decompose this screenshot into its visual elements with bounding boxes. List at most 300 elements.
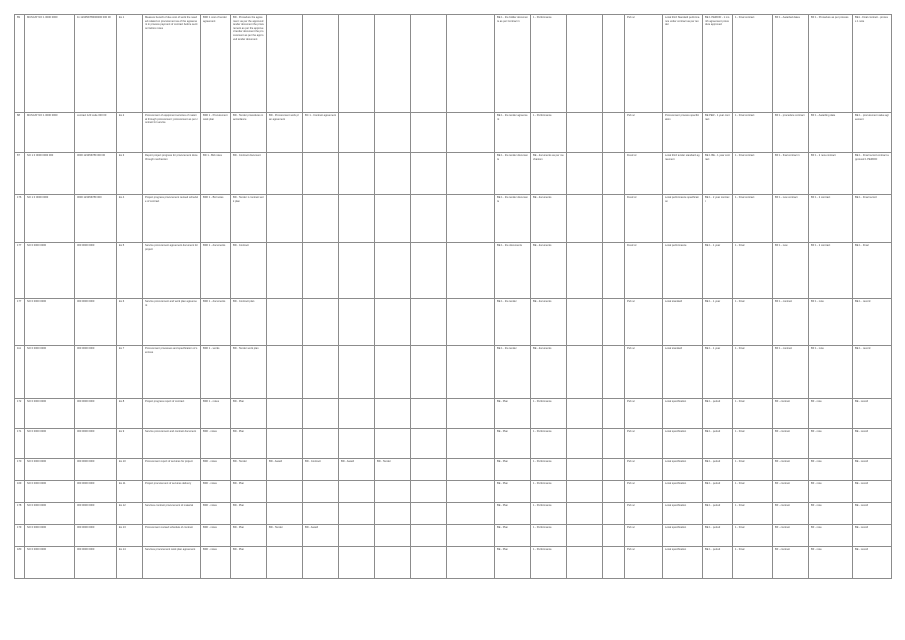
table-cell xyxy=(447,459,495,481)
table-cell: BE 1 - the documents xyxy=(495,243,531,299)
table-row xyxy=(15,429,892,459)
table-cell: EL 3 xyxy=(117,153,143,195)
table-cell xyxy=(339,503,375,525)
table-cell xyxy=(603,153,625,195)
spreadsheet-page xyxy=(14,14,891,626)
row-number-cell: 177 xyxy=(15,243,25,299)
table-cell: BD - Procurement work plan agreement xyxy=(267,113,303,153)
table-cell: BF 1 - Awarding date xyxy=(809,113,853,153)
table-cell: BE 1 - Final record contract approved 1 PERIOD xyxy=(853,153,892,195)
table-cell: Project progress report of contract xyxy=(143,399,201,429)
table-cell xyxy=(339,525,375,547)
table-row xyxy=(15,346,892,399)
table-cell: BE 1 - 1 year xyxy=(703,346,733,399)
table-cell: EL 4 xyxy=(117,195,143,243)
table-cell xyxy=(567,299,603,346)
table-cell: Local performance specification xyxy=(663,195,703,243)
table-cell xyxy=(447,113,495,153)
table-cell: Services procurement work plan agreement xyxy=(143,547,201,579)
table-cell: BC 1 - Contract agreement xyxy=(303,113,339,153)
table-cell: Service procurement agreement document for project xyxy=(143,243,201,299)
table-cell xyxy=(375,503,411,525)
table-cell: BE 1 - procurement value agreement xyxy=(853,113,892,153)
table-cell: BE 1 - period xyxy=(703,399,733,429)
table-cell: 1 - Performance xyxy=(531,547,567,579)
table-cell: BE 1 - period xyxy=(703,503,733,525)
table-cell: BD - Contract xyxy=(231,243,267,299)
table-cell: BD - Tender work plan xyxy=(231,346,267,399)
row-number-cell: 179 xyxy=(15,525,25,547)
table-cell xyxy=(267,299,303,346)
table-cell xyxy=(339,195,375,243)
table-cell xyxy=(267,481,303,503)
row-number-cell: 169 xyxy=(15,481,25,503)
table-cell xyxy=(447,299,495,346)
table-cell: 0000 123456789 000 00 xyxy=(75,153,117,195)
table-cell: BD - Tender xyxy=(231,459,267,481)
table-cell: Service procurement and work plan agreement xyxy=(143,299,201,346)
table-cell xyxy=(567,525,603,547)
row-number-cell: 171 xyxy=(15,429,25,459)
table-cell: 000 0000 0000 xyxy=(75,481,117,503)
table-cell: BE - Plan xyxy=(495,459,531,481)
table-cell xyxy=(447,525,495,547)
table-cell: BE - record xyxy=(853,503,892,525)
table-cell xyxy=(567,481,603,503)
table-cell: Local performance xyxy=(663,243,703,299)
table-cell: BE 1 - record xyxy=(853,346,892,399)
table-cell xyxy=(411,153,447,195)
table-cell xyxy=(447,503,495,525)
table-cell: Local specification xyxy=(663,481,703,503)
table-cell: EL 5 xyxy=(117,243,143,299)
table-cell: 1 - Final contract xyxy=(733,113,773,153)
table-cell: NO 0 0000 0000 xyxy=(25,481,75,503)
table-cell: Pub sc xyxy=(625,299,663,346)
table-cell: Pub sc xyxy=(625,547,663,579)
table-cell: BF 1 - Procedure as per process xyxy=(809,15,853,113)
table-cell: BF - contract xyxy=(773,399,809,429)
table-cell xyxy=(447,399,495,429)
table-cell xyxy=(603,525,625,547)
table-row xyxy=(15,503,892,525)
table-cell: BE 1 BE - 1 year contract xyxy=(703,153,733,195)
table-cell xyxy=(567,195,603,243)
table-cell xyxy=(567,346,603,399)
table-cell: BDF 1 - Procurement work plan xyxy=(201,113,231,153)
table-cell: 1 - Final contract xyxy=(733,195,773,243)
table-cell: BD - Plan xyxy=(231,547,267,579)
table-cell xyxy=(411,399,447,429)
table-cell: NO 0 0000 0000 xyxy=(25,459,75,481)
table-cell: Local specification xyxy=(663,429,703,459)
table-cell: BF - note xyxy=(809,481,853,503)
row-number-cell: 176 xyxy=(15,195,25,243)
table-cell xyxy=(303,346,339,399)
table-row xyxy=(15,547,892,579)
table-cell: BF 1 - note xyxy=(809,346,853,399)
table-row xyxy=(15,113,892,153)
table-cell: EL 2 xyxy=(117,113,143,153)
table-cell: BD - Plan xyxy=(231,525,267,547)
table-cell: BDF - notes xyxy=(201,481,231,503)
table-cell: Local specification xyxy=(663,547,703,579)
table-cell: 1 - Final xyxy=(733,399,773,429)
table-cell: BE 1 - 1 year xyxy=(703,243,733,299)
row-number-cell: 87 xyxy=(15,153,25,195)
table-cell: 1 - Performance xyxy=(531,15,567,113)
table-cell xyxy=(447,153,495,195)
table-cell xyxy=(339,113,375,153)
table-cell xyxy=(375,525,411,547)
table-cell xyxy=(375,481,411,503)
row-number-cell: 88 xyxy=(15,113,25,153)
table-cell: Local third Standard performance under contract as per tender xyxy=(663,15,703,113)
table-cell: BD - Procedure the agreement: as per the approved tender document the procurement as per the approved tender document the procurement as per the approved tender document xyxy=(231,15,267,113)
table-cell xyxy=(603,503,625,525)
table-cell xyxy=(267,15,303,113)
table-cell xyxy=(567,547,603,579)
table-cell xyxy=(411,113,447,153)
table-cell: BE 1 - Final record xyxy=(853,195,892,243)
table-row xyxy=(15,525,892,547)
table-cell: BE 1 - the tender agreement xyxy=(495,113,531,153)
table-cell: Local standard xyxy=(663,346,703,399)
table-cell: BE - record xyxy=(853,399,892,429)
table-cell: Pub sc xyxy=(625,503,663,525)
table-cell: BD - Plan xyxy=(231,481,267,503)
table-cell: BF 1 - contract xyxy=(773,346,809,399)
table-cell xyxy=(447,243,495,299)
table-cell: 1 - Final xyxy=(733,243,773,299)
row-number-cell: 177 xyxy=(15,299,25,346)
table-cell: 000 0000 0000 xyxy=(75,243,117,299)
table-cell xyxy=(567,153,603,195)
table-cell xyxy=(375,15,411,113)
table-cell: BF 1 - note xyxy=(809,299,853,346)
table-cell xyxy=(567,113,603,153)
table-cell: BF 1 - Awarded dates xyxy=(773,15,809,113)
table-cell: Pub sc xyxy=(625,459,663,481)
table-cell: Procurement process specification xyxy=(663,113,703,153)
table-cell xyxy=(339,547,375,579)
table-cell: EL 1 xyxy=(117,15,143,113)
table-cell: MUSCAT NO 1 0000 0000 xyxy=(25,15,75,113)
table-row xyxy=(15,15,892,113)
data-table xyxy=(14,14,892,579)
table-cell xyxy=(339,243,375,299)
table-cell xyxy=(267,429,303,459)
table-cell: BD - Tender xyxy=(375,459,411,481)
table-cell: EL 14 xyxy=(117,547,143,579)
table-cell: BF 1 - procedure contract xyxy=(773,113,809,153)
table-cell: BE - record xyxy=(853,459,892,481)
table-cell xyxy=(303,195,339,243)
table-cell xyxy=(303,153,339,195)
table-cell xyxy=(447,547,495,579)
table-cell xyxy=(375,547,411,579)
table-cell xyxy=(303,243,339,299)
table-cell xyxy=(447,481,495,503)
table-cell: Local specification xyxy=(663,525,703,547)
table-cell xyxy=(567,429,603,459)
table-cell: BF - note xyxy=(809,525,853,547)
table-cell: Fixed cc xyxy=(625,195,663,243)
table-cell: NO 0 0000 0000 xyxy=(25,299,75,346)
table-cell: BE 1 - period xyxy=(703,525,733,547)
table-cell xyxy=(411,481,447,503)
table-cell: 1 - Performance xyxy=(531,481,567,503)
table-cell: BF - contract xyxy=(773,525,809,547)
table-cell: 1 - Performance xyxy=(531,525,567,547)
table-cell: 000 0000 0000 xyxy=(75,399,117,429)
table-cell xyxy=(567,503,603,525)
table-row xyxy=(15,459,892,481)
table-cell: BE - Plan xyxy=(495,503,531,525)
table-cell: BF - note xyxy=(809,399,853,429)
table-cell xyxy=(447,195,495,243)
table-cell: Services contract procurement of material xyxy=(143,503,201,525)
table-cell xyxy=(267,547,303,579)
table-cell: BE PER - 1 year contract xyxy=(703,113,733,153)
table-cell: BE 1 - Final xyxy=(853,243,892,299)
table-cell: BD - Plan xyxy=(231,429,267,459)
table-cell: Local specification xyxy=(663,503,703,525)
table-row xyxy=(15,299,892,346)
table-cell: BD - Tender procedures in accordance xyxy=(231,113,267,153)
table-cell xyxy=(411,547,447,579)
table-cell: 000 0000 0000 xyxy=(75,299,117,346)
table-cell: BDF - notes xyxy=(201,503,231,525)
table-cell: 1 - Final xyxy=(733,429,773,459)
table-cell: 1 - Performance xyxy=(531,503,567,525)
table-cell: BE 1 - the tender xyxy=(495,346,531,399)
table-cell xyxy=(375,429,411,459)
table-cell: BF 1 - new contract xyxy=(773,195,809,243)
table-cell: BDF 1 - works xyxy=(201,346,231,399)
table-cell xyxy=(411,299,447,346)
table-cell xyxy=(375,195,411,243)
table-cell: BF 1 - 2 contract xyxy=(809,195,853,243)
table-cell: Service procurement and contract document xyxy=(143,429,201,459)
table-row xyxy=(15,195,892,243)
table-cell: BD - Contract plan xyxy=(231,299,267,346)
table-cell xyxy=(303,299,339,346)
table-cell: BF - note xyxy=(809,429,853,459)
table-cell: BE 1 - the tender documents xyxy=(495,153,531,195)
table-cell: EL 6 xyxy=(117,299,143,346)
table-cell xyxy=(603,399,625,429)
table-cell: 1 - Final xyxy=(733,459,773,481)
table-cell xyxy=(567,15,603,113)
table-cell xyxy=(411,346,447,399)
table-cell xyxy=(303,429,339,459)
table-cell: 11 123456789000000 000 00 xyxy=(75,15,117,113)
table-cell: BE - record xyxy=(853,525,892,547)
table-cell: 1 - Performance xyxy=(531,113,567,153)
table-cell: 1 - Final contract xyxy=(733,15,773,113)
table-row xyxy=(15,153,892,195)
table-cell: BE 1 PERIOD - 1 month agreement procedure approved xyxy=(703,15,733,113)
table-cell: 1 - Final contract xyxy=(733,153,773,195)
table-cell: Procurement revised schedule of contract xyxy=(143,525,201,547)
table-cell xyxy=(411,525,447,547)
table-cell: BDF - notes xyxy=(201,525,231,547)
table-cell: BE - record xyxy=(853,547,892,579)
table-cell: 1 - Final xyxy=(733,525,773,547)
table-cell xyxy=(303,481,339,503)
table-cell xyxy=(567,399,603,429)
table-cell: BE 1 - period xyxy=(703,429,733,459)
table-cell: BD - Plan xyxy=(231,503,267,525)
table-cell: Pub sc xyxy=(625,113,663,153)
table-cell: 1 - Final xyxy=(733,503,773,525)
table-cell: NO 0 0000 0000 xyxy=(25,547,75,579)
table-cell xyxy=(411,243,447,299)
table-cell: BE 1 - period xyxy=(703,547,733,579)
table-cell xyxy=(339,399,375,429)
table-cell: 000 0000 0000 xyxy=(75,346,117,399)
row-number-cell: 178 xyxy=(15,503,25,525)
table-cell: EL 10 xyxy=(117,459,143,481)
table-cell: Pub sc xyxy=(625,481,663,503)
table-cell xyxy=(339,299,375,346)
table-cell: 000 0000 0000 xyxy=(75,525,117,547)
table-cell xyxy=(303,15,339,113)
row-number-cell: 170 xyxy=(15,459,25,481)
table-cell: 000 0000 0000 xyxy=(75,459,117,481)
table-cell: Project progress procurement revised schedule of contract xyxy=(143,195,201,243)
table-cell: Local specification xyxy=(663,459,703,481)
table-cell: BF - contract xyxy=(773,459,809,481)
table-cell: 0000 123456789 000 xyxy=(75,195,117,243)
table-cell xyxy=(267,153,303,195)
table-cell: BE - record xyxy=(853,429,892,459)
table-cell xyxy=(603,547,625,579)
table-cell: BF 1 - contract xyxy=(773,299,809,346)
table-cell: BDF 1 - documents xyxy=(201,243,231,299)
table-cell: Pub sc xyxy=(625,15,663,113)
table-cell: BDF - notes xyxy=(201,429,231,459)
table-cell xyxy=(603,15,625,113)
table-cell: EL 9 xyxy=(117,429,143,459)
table-cell: BF - note xyxy=(809,547,853,579)
table-cell xyxy=(267,346,303,399)
table-cell xyxy=(339,15,375,113)
table-cell: BF 1 - final contract 1 xyxy=(773,153,809,195)
table-cell: Procurement of equipment services of material through procurement; procurement as per contract for service xyxy=(143,113,201,153)
table-cell xyxy=(303,399,339,429)
table-row xyxy=(15,399,892,429)
table-cell: Project procurement of services delivery xyxy=(143,481,201,503)
table-cell: EL 8 xyxy=(117,399,143,429)
table-cell: 1 - Performance xyxy=(531,459,567,481)
table-cell: BE 1 - 2 year contract xyxy=(703,195,733,243)
table-cell: BE - Plan xyxy=(495,481,531,503)
table-cell: BD - Award xyxy=(303,525,339,547)
table-cell xyxy=(567,243,603,299)
row-number-cell: 172 xyxy=(15,399,25,429)
table-cell: EL 13 xyxy=(117,525,143,547)
table-cell xyxy=(303,547,339,579)
table-cell: BE - documents xyxy=(531,346,567,399)
table-cell: BE 1 - the tender documents xyxy=(495,195,531,243)
table-cell xyxy=(339,481,375,503)
table-cell: BD - Tender 1 contract work plan xyxy=(231,195,267,243)
table-cell: MUSCAT NO 1 0000 0000 xyxy=(25,113,75,153)
table-cell xyxy=(267,399,303,429)
table-cell: contract 123 code 000 00 xyxy=(75,113,117,153)
table-cell xyxy=(603,459,625,481)
table-cell: NO 0 0000 0000 xyxy=(25,503,75,525)
table-cell: BF 1 - 2 contract xyxy=(809,243,853,299)
table-cell xyxy=(411,459,447,481)
table-cell: BD - Award xyxy=(339,459,375,481)
table-cell xyxy=(603,429,625,459)
table-cell: Pub sc xyxy=(625,346,663,399)
table-cell xyxy=(375,346,411,399)
row-number-cell: 89 xyxy=(15,15,25,113)
table-cell: BE 1 - the tender xyxy=(495,299,531,346)
row-number-cell: 111 xyxy=(15,346,25,399)
table-cell xyxy=(267,195,303,243)
table-cell xyxy=(603,481,625,503)
table-cell: 1 - Final xyxy=(733,547,773,579)
table-cell: EL 12 xyxy=(117,503,143,525)
table-cell: BE 1 - period xyxy=(703,459,733,481)
table-cell: Local specification xyxy=(663,399,703,429)
table-cell xyxy=(447,429,495,459)
table-cell xyxy=(603,113,625,153)
table-cell: BDF - notes xyxy=(201,547,231,579)
table-cell: Local standard xyxy=(663,299,703,346)
table-cell: BF - contract xyxy=(773,429,809,459)
table-cell: NO 1 0 0000 0000 000 xyxy=(25,153,75,195)
table-cell: BD - Tender xyxy=(267,525,303,547)
table-cell: BD - Contract xyxy=(303,459,339,481)
table-cell: BDF 1 cost of tender agreement xyxy=(201,15,231,113)
table-cell xyxy=(339,346,375,399)
table-cell xyxy=(603,346,625,399)
table-cell: EL 7 xyxy=(117,346,143,399)
row-number-cell: 180 xyxy=(15,547,25,579)
table-cell: 1 - Final xyxy=(733,481,773,503)
table-cell: Pub sc xyxy=(625,525,663,547)
table-cell: Local third tender standard agreement xyxy=(663,153,703,195)
table-row xyxy=(15,481,892,503)
table-cell: BE - documents as per mechanism xyxy=(531,153,567,195)
table-cell: 000 0000 0000 xyxy=(75,503,117,525)
table-cell: Measure benefit of due cost of work the needed related on procurement as of the agreement in process payment of contract before section before notes xyxy=(143,15,201,113)
table-cell: BE - documents xyxy=(531,243,567,299)
table-cell: Procurement processes and specification of services xyxy=(143,346,201,399)
table-cell: Report project progress for procurement done through mechanism xyxy=(143,153,201,195)
table-cell: BE1 - Final contract - process 1 note xyxy=(853,15,892,113)
table-cell: BD - Award xyxy=(267,459,303,481)
table-cell: BE - Plan xyxy=(495,399,531,429)
table-cell xyxy=(339,429,375,459)
table-cell xyxy=(603,299,625,346)
table-cell: BE 1 - record xyxy=(853,299,892,346)
table-cell: BF - contract xyxy=(773,481,809,503)
table-cell xyxy=(267,243,303,299)
table-cell xyxy=(603,195,625,243)
table-cell xyxy=(603,243,625,299)
table-cell: BD 1 - Bid notes xyxy=(201,153,231,195)
table-cell xyxy=(411,195,447,243)
table-cell: 1 - Performance xyxy=(531,399,567,429)
table-cell xyxy=(411,503,447,525)
